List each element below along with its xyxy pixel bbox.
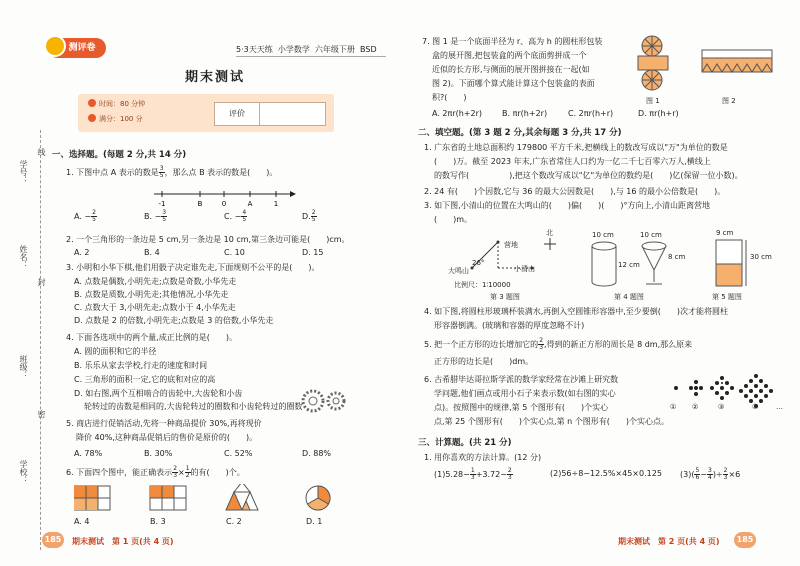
fill-q3: 3. 如下图,小清山的位置在大鸣山的( )偏( )( )°方向上,小清山距离营地 <box>424 201 710 210</box>
q4-option-c[interactable]: C. 三角形的面积一定,它的底和对应的高 <box>74 375 216 384</box>
fill-q5-line-1: 5. 把一个正方形的边长增加它的 $\frac{2}{3}$ ,得到的新正方形的周长是 8 dm,那么原来 <box>424 337 693 351</box>
q1-text: 1. 下图中点 A 表示的数是 $\frac{3}{5}$ ，那么点 B 表示的数是( )。 <box>66 165 278 179</box>
fill-q1-line-2: ( )万。截至 2023 年末,广东省常住人口约为一亿二千七百零六万人,横线上 <box>434 157 711 166</box>
fill-q2: 2. 24 有( )个因数,它与 36 的最大公因数是( ),与 16 的最小公倍数是( )。 <box>424 187 726 196</box>
number-line-label: A <box>247 200 253 208</box>
clock-icon <box>88 99 96 107</box>
q2-option-a[interactable]: A. 2 <box>74 248 90 257</box>
page-number-left: 185 <box>42 532 64 548</box>
q6-figure-a <box>74 486 110 510</box>
fill-q6-line-4: 点,第 25 个图形有( )个实心点,第 n 个图形有( )个实心点。 <box>434 417 669 426</box>
q7-option-b[interactable]: B. πr(h+2r) <box>502 109 548 118</box>
q7-line-1: 7. 图 1 是一个底面半径为 r、高为 h 的圆柱形包装 <box>422 37 603 46</box>
section-1-title: 一、选择题。(每题 2 分,共 14 分) <box>52 150 187 160</box>
number-line-label: -1 <box>158 200 166 208</box>
q1-option-c[interactable]: C. − $\frac{4}{5}$ <box>224 209 247 223</box>
time-row: 时间：80 分钟 <box>88 99 145 109</box>
q4-option-a[interactable]: A. 圆的面积和它的半径 <box>74 347 157 356</box>
footer-left: 期末测试 第 1 页(共 4 页) <box>72 537 174 546</box>
camp-label: 营地 <box>504 241 518 249</box>
rearranged-rectangle-figure <box>702 50 772 72</box>
q7-option-c[interactable]: C. 2πr(h+r) <box>568 109 614 118</box>
page-number-right: 185 <box>734 532 756 548</box>
q5-option-c[interactable]: C. 52% <box>224 449 253 458</box>
header-rule <box>236 56 386 57</box>
q2-text: 2. 一个三角形的一条边是 5 cm,另一条边是 10 cm,第三条边可能是( )cm。 <box>66 235 350 244</box>
calc-expr-3: (3)( $\frac{5}{6}$ − $\frac{3}{4}$ )÷ $\frac{2}{3}$ ×6 <box>680 467 741 481</box>
north-label: 北 <box>546 229 553 237</box>
q2-option-d[interactable]: D. 15 <box>302 248 324 257</box>
angle-label: 26° <box>472 259 485 267</box>
fill-q6-line-1: 6. 古希腊毕达哥拉斯学派的数学家经常在沙滩上研究数 <box>424 375 619 384</box>
fill-q1-line-3: 的数写作( ),把这个数改写成以"亿"为单位的数约是( )亿(保留一位小数)。 <box>434 171 743 180</box>
q6-option-b[interactable]: B. 3 <box>150 517 166 526</box>
caption-fig-4: 第 4 题图 <box>614 293 644 301</box>
q7-line-2: 盒的展开图,把包装盒的两个底面剪拼成一个 <box>432 51 587 60</box>
q5-text: 5. 商店进行促销活动,先将一种商品提价 30%,再将现价 <box>66 419 262 428</box>
q6-figure-d <box>306 486 330 510</box>
q6-option-a[interactable]: A. 4 <box>74 517 90 526</box>
map-figure <box>442 228 592 288</box>
test-tag <box>48 38 106 58</box>
q4-option-d[interactable]: D. 如右图,两个互相啮合的齿轮中,大齿轮和小齿 <box>74 389 243 398</box>
exam-page: 测评卷 5·3天天练 小学数学 六年级下册 BSD 期末测试 时间：80 分钟 满分：100 分 评价 学号： 姓名： 班级： 学校： 线 封 密 一、选择题。(每题 2 分,共 14 分) 1. 下图中点 A 表示的数是 $\frac{3}{5}$ ，那么点 B 表示的数是( )。 -1 B 0 A 1 A. − $\frac{2}{5}$ B. − $\frac{3}{5}$ C. − $\frac{4}{5}$ D. $\frac{2}{5}$ 2. 一个三角形的一条边是 5 cm,另一条边是 10 cm,第三条边可能是( )cm。 A. 2 B. 4 C. 10 D. 15 3. 小明和小华下棋,他们用骰子决定谁先走,下面规则不公平的是( )。 A. 点数是偶数,小明先走;点数是奇数,小华先走 B. 点数是质数,小明先走;其他情况,小华先走 C. 点数大于 3,小明先走;点数小于 4,小华先走 D. 点数是 2 的倍数,小明先走;点数是 3 的倍数,小华先走 4. 下面各选项中的两个量,成正比例的是( )。 A. 圆的面积和它的半径 B. 乐乐从家去学校,行走的速度和时间 C. 三角形的面积一定,它的底和对应的高 D. 如右图,两个互相啮合的齿轮中,大齿轮和小齿 轮转过的齿数是相同的,大齿轮转过的圈数和小齿轮转过的圈数 5. 商店进行促销活动,先将一种商品提价 30%,再将现价 降价 40%,这种商品促销后的售价是原价的( )。 A. 78% B. 30% C. 52% D. 88% 6. 下面四个图中，能正确表示 $\frac{2}{3}$ × $\frac{1}{2}$ 的有( )个。 A. 4 B. 3 C. 2 D. 1 7. 图 1 是一个底面半径为 r、高为 h 的圆柱形包装 盒的展开图,把包装盒的两个底面剪拼成一个 近似的长方形,与侧面的展开图拼接在一起(如 图 2)。下面哪个算式能计算这个包装盒的表面 积?( ) 图 1 图 2 A. 2πr(h+2r) B. πr(h+2r) C. 2πr(h+r) D. πr(h+r) 二、填空题。(第 3 题 2 分,其余每题 3 分,共 17 分) 1. 广东省的土地总面积约 179800 平方千米,把横线上的数改写成以"万"为单位的数是 ( )万。截至 2023 年末,广东省常住人口约为一亿二千七百零六万人,横线上 的数写作( ),把这个数改写成以"亿"为单位的数约是( )亿(保留一位小数)。 2. 24 有( )个因数,它与 36 的最大公因数是( ),与 16 的最小公倍数是( )。 3. 如下图,小清山的位置在大鸣山的( )偏( )( )°方向上,小清山距离营地 ( )m。 营地 北 大鸣山 26° 小清山 比例尺：1∶10000 10 cm 12 cm 10 cm 8 cm 9 cm 30 cm 第 3 题图 第 4 题图 第 5 题图 4. 如下图,将圆柱形玻璃杯装满水,再倒入空圆锥形容器中,至少要倒( )次才能将圆柱 形容器倒满。(玻璃和容器的厚度忽略不计) 5. 把一个正方形的边长增加它的 $\frac{2}{3}$ ,得到的新正方形的周长是 8 dm,那么原来 正方形的边长是( )dm。 6. 古希腊毕达哥拉斯学派的数学家经常在沙滩上研究数 学问题,他们画点或用小石子来表示数(如右图的实心 点)。按照图中的规律,第 5 个图形有( )个实心 点,第 25 个图形有( )个实心点,第 n 个图形有( )个实心点。 ① ② ③ ④ … 三、计算题。(共 21 分) 1. 用你喜欢的方法计算。(12 分) (1)5.28− $\frac{1}{3}$ +3.72− $\frac{2}{3}$ (2)56÷8−12.5%×45×0.125 (3)( $\frac{5}{6}$ − $\frac{3}{4}$ )÷ $\frac{2}{3}$ ×6 185 期末测试 第 1 页(共 4 页) 期末测试 第 2 页(共 4 页) 185 <box>0 0 800 566</box>
calc-expr-1: (1)5.28− $\frac{1}{3}$ +3.72− $\frac{2}{3}$ <box>434 467 512 481</box>
tag-label: 测评卷 <box>68 43 96 53</box>
q3-option-b[interactable]: B. 点数是质数,小明先走;其他情况,小华先走 <box>74 290 229 299</box>
cone-diameter-label: 10 cm <box>640 231 662 239</box>
number-line-label: B <box>197 200 203 208</box>
container-width-label: 9 cm <box>716 229 734 237</box>
figure-1-caption: 图 1 <box>646 97 660 105</box>
fill-q5-line-2: 正方形的边长是( )dm。 <box>434 357 534 366</box>
fill-q1-line-1: 1. 广东省的土地总面积约 179800 平方千米,把横线上的数改写成以"万"为单位的数是 <box>424 143 728 152</box>
fill-q6-line-2: 学问题,他们画点或用小石子来表示数(如右图的实心 <box>434 389 616 398</box>
q6-figure-c <box>226 484 258 510</box>
q6-text: 6. 下面四个图中，能正确表示 $\frac{2}{3}$ × $\frac{1}{2}$ 的有( )个。 <box>66 465 245 479</box>
school-label: 学校： <box>19 460 28 484</box>
fill-q4-line-1: 4. 如下图,将圆柱形玻璃杯装满水,再倒入空圆锥形容器中,至少要倒( )次才能将圆柱 <box>424 307 729 316</box>
info-box <box>78 94 334 132</box>
q6-option-c[interactable]: C. 2 <box>226 517 242 526</box>
q7-figures <box>630 34 780 100</box>
dot-pattern-figure <box>668 374 788 414</box>
q1-option-d[interactable]: D. $\frac{2}{5}$ <box>302 209 316 223</box>
q5-option-d[interactable]: D. 88% <box>302 449 332 458</box>
q4-text: 4. 下面各选项中的两个量,成正比例的是( )。 <box>66 333 237 342</box>
scale-label: 比例尺：1∶10000 <box>454 281 511 289</box>
fill-q6-line-3: 点)。按照图中的规律,第 5 个图形有( )个实心 <box>434 403 609 412</box>
cone-height-label: 8 cm <box>668 253 686 261</box>
gears-image <box>298 386 354 416</box>
evaluation-box[interactable] <box>214 102 326 126</box>
q5-option-a[interactable]: A. 78% <box>74 449 103 458</box>
container-height-label: 30 cm <box>750 253 772 261</box>
q3-option-d[interactable]: D. 点数是 2 的倍数,小明先走;点数是 3 的倍数,小华先走 <box>74 316 274 325</box>
evaluation-label: 评价 <box>215 103 260 125</box>
section-3-title: 三、计算题。(共 21 分) <box>418 438 512 448</box>
q3-option-a[interactable]: A. 点数是偶数,小明先走;点数是奇数,小华先走 <box>74 277 237 286</box>
q7-option-d[interactable]: D. πr(h+r) <box>638 109 679 118</box>
name-label: 姓名： <box>19 245 28 269</box>
q2-option-c[interactable]: C. 10 <box>224 248 245 257</box>
q7-option-a[interactable]: A. 2πr(h+2r) <box>432 109 483 118</box>
q6-figure-b <box>150 486 186 510</box>
q7-line-4: 图 2)。下面哪个算式能计算这个包装盒的表面 <box>432 79 595 88</box>
q5-text-cont: 降价 40%,这种商品促销后的售价是原价的( )。 <box>76 433 258 442</box>
header-series: 5·3天天练 小学数学 六年级下册 BSD <box>236 45 377 54</box>
fill-q4-line-2: 形容器倒满。(玻璃和容器的厚度忽略不计) <box>434 321 585 330</box>
score-row: 满分：100 分 <box>88 114 143 124</box>
section-2-title: 二、填空题。(第 3 题 2 分,其余每题 3 分,共 17 分) <box>418 128 622 138</box>
q6-option-d[interactable]: D. 1 <box>306 517 323 526</box>
q7-line-5: 积?( ) <box>432 93 467 102</box>
caption-fig-5: 第 5 题图 <box>712 293 742 301</box>
cylinder-diameter-label: 10 cm <box>592 231 614 239</box>
caption-fig-3: 第 3 题图 <box>490 293 520 301</box>
q1-option-a[interactable]: A. − $\frac{2}{5}$ <box>74 209 96 223</box>
q1-option-b[interactable]: B. − $\frac{3}{5}$ <box>144 209 167 223</box>
container-figure <box>712 236 756 290</box>
figure-2-caption: 图 2 <box>722 97 736 105</box>
calc-q1: 1. 用你喜欢的方法计算。(12 分) <box>424 453 542 462</box>
page-title: 期末测试 <box>185 70 246 85</box>
calc-expr-2: (2)56÷8−12.5%×45×0.125 <box>550 469 662 478</box>
q3-text: 3. 小明和小华下棋,他们用骰子决定谁先走,下面规则不公平的是( )。 <box>66 263 320 272</box>
cylinder-net-figure <box>638 36 668 90</box>
class-label: 班级： <box>19 355 28 379</box>
seal-mark-line: 线 <box>37 148 46 156</box>
q7-line-3: 近似的长方形,与侧面的展开图拼接在一起(如 <box>432 65 590 74</box>
binding-line <box>40 130 41 550</box>
q5-option-b[interactable]: B. 30% <box>144 449 173 458</box>
seal-mark-seal: 封 <box>37 278 46 286</box>
fill-q3-cont: ( )m。 <box>434 215 473 224</box>
number-line-label: 1 <box>273 200 279 208</box>
footer-right: 期末测试 第 2 页(共 4 页) <box>618 537 720 546</box>
q6-figures <box>74 484 344 516</box>
q4-option-b[interactable]: B. 乐乐从家去学校,行走的速度和时间 <box>74 361 208 370</box>
star-icon <box>88 114 96 122</box>
q2-option-b[interactable]: B. 4 <box>144 248 160 257</box>
q4-option-d-cont: 轮转过的齿数是相同的,大齿轮转过的圈数和小齿轮转过的圈数 <box>84 402 303 411</box>
student-id-label: 学号： <box>19 160 28 184</box>
daming-mountain-label: 大鸣山 <box>448 267 469 275</box>
number-line-label: 0 <box>221 200 227 208</box>
seal-mark-secret: 密 <box>37 410 46 418</box>
number-line <box>150 186 300 208</box>
mascot-icon <box>44 35 66 57</box>
xiaoqing-mountain-label: 小清山 <box>514 265 535 273</box>
cylinder-height-label: 12 cm <box>618 261 640 269</box>
q3-option-c[interactable]: C. 点数大于 3,小明先走;点数小于 4,小华先走 <box>74 303 236 312</box>
